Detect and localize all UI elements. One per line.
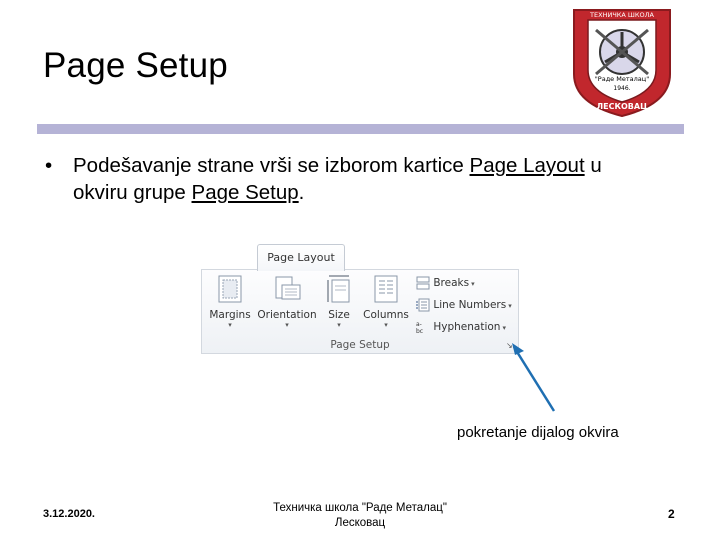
hyphenation-dropdown-icon: ▾ — [502, 324, 506, 332]
orientation-button[interactable] — [256, 274, 318, 330]
line-numbers-dropdown-icon: ▾ — [508, 302, 512, 310]
dialog-launcher-icon[interactable]: ↘ — [506, 341, 513, 350]
logo-bottom-text: ЛЕСКОВАЦ — [596, 102, 648, 111]
line-numbers-label: Line Numbers — [433, 299, 507, 311]
pointer-arrow-icon — [500, 335, 570, 420]
size-dropdown-icon: ▾ — [337, 321, 341, 329]
margins-button[interactable] — [208, 274, 252, 330]
margins-icon — [217, 274, 243, 304]
hyphenation-icon — [416, 320, 430, 334]
orientation-dropdown-icon: ▾ — [285, 321, 289, 329]
columns-label: Columns — [363, 309, 409, 321]
bullet-text-part2: u okviru grupe — [73, 154, 602, 204]
line-numbers-button[interactable] — [416, 296, 512, 314]
svg-text:bc: bc — [416, 328, 424, 334]
breaks-icon — [416, 276, 430, 290]
columns-dropdown-icon: ▾ — [384, 321, 388, 329]
footer-page-number: 2 — [668, 507, 675, 521]
footer-date: 3.12.2020. — [43, 508, 95, 520]
footer-school — [250, 501, 470, 531]
hyphenation-button[interactable] — [416, 318, 506, 336]
svg-text:a-: a- — [416, 321, 422, 328]
group-label: Page Setup — [330, 339, 390, 351]
orientation-icon — [272, 274, 302, 304]
logo-middle-text: "Раде Металац" — [594, 75, 650, 83]
margins-dropdown-icon: ▾ — [228, 321, 232, 329]
orientation-label: Orientation — [257, 309, 317, 321]
columns-button[interactable] — [360, 274, 412, 330]
breaks-button[interactable] — [416, 274, 475, 292]
hyphenation-label: Hyphenation — [433, 321, 501, 333]
dialog-launcher-annotation: pokretanje dijalog okvira — [457, 424, 619, 441]
size-label: Size — [328, 309, 350, 321]
title-divider — [37, 124, 684, 134]
size-icon — [325, 274, 353, 304]
school-logo — [566, 4, 678, 118]
page-setup-reference: Page Setup — [191, 181, 299, 204]
size-button[interactable] — [322, 274, 356, 330]
bullet-text-part3: . — [298, 181, 305, 204]
page-setup-group — [201, 269, 519, 354]
logo-top-text: ТЕХНИЧКА ШКОЛА — [590, 11, 654, 19]
page-layout-reference: Page Layout — [469, 154, 585, 177]
breaks-label: Breaks — [433, 277, 470, 289]
footer-school-line2: Лесковац — [334, 517, 386, 529]
columns-icon — [373, 274, 399, 304]
tab-page-layout[interactable]: Page Layout — [257, 244, 345, 271]
bullet-marker: • — [45, 154, 53, 177]
footer-school-line1: Техничка школа "Раде Металац" — [273, 502, 447, 514]
bullet-item — [45, 152, 625, 206]
bullet-text-part1: Podešavanje strane vrši se izborom kartice — [73, 154, 470, 177]
breaks-dropdown-icon: ▾ — [471, 280, 475, 288]
slide-title: Page Setup — [43, 46, 228, 85]
line-numbers-icon — [416, 298, 430, 312]
bullet-text — [45, 152, 625, 206]
margins-label: Margins — [209, 309, 251, 321]
logo-year: 1946. — [613, 85, 631, 92]
